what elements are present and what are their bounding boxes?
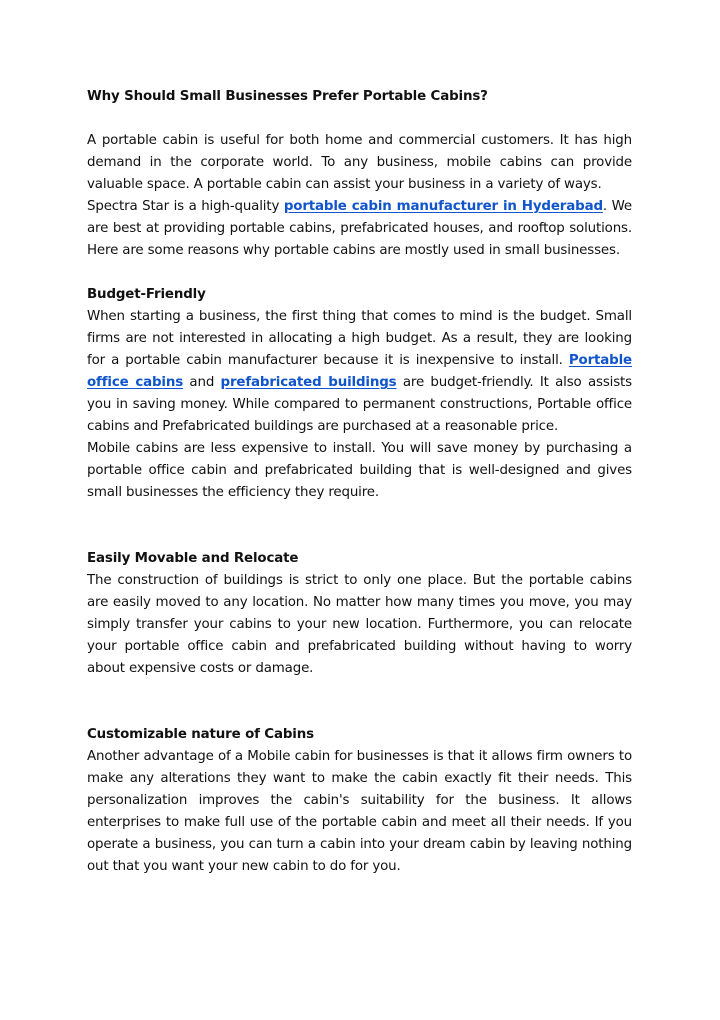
budget-heading: Budget-Friendly [87,287,206,302]
budget-text-mid: and [183,375,221,390]
portable-office-cabins-link[interactable]: Portable office cabins [87,353,632,390]
spacer [87,262,632,284]
movable-paragraph: The construction of buildings is strict to only one place. But the portable cabins are easily moved to any location. No matter how many times you move, you may simply transfer your cabins to your new location. Furthermore, you can relocate your portable office cabin and prefabricated building without having to worry about expensive costs or damage. [87,573,632,676]
customizable-paragraph: Another advantage of a Mobile cabin for businesses is that it allows firm owners to make any alterations they want to make the cabin exactly fit their needs. This personalization improves the cabin's suitability for the business. It allows enterprises to make full use of the portable cabin and meet all their needs. If you operate a business, you can turn a cabin into your dream cabin by leaving nothing out that you want your new cabin to do for you. [87,749,632,874]
document-page [87,86,632,878]
spacer [87,680,632,724]
prefabricated-buildings-link[interactable]: prefabricated buildings [220,375,397,390]
intro-company-paragraph [87,196,632,262]
portable-cabin-manufacturer-link[interactable]: portable cabin manufacturer in Hyderabad [283,199,603,214]
budget-text-start: When starting a business, the first thing that comes to mind is the budget. Small firms are not interested in allocating a high budget. As a result, they are looking for a portable cabin manufacturer because it is inexpensive to install. [87,309,632,368]
intro-paragraph: A portable cabin is useful for both home and commercial customers. It has high demand in the corporate world. To any business, mobile cabins can provide valuable space. A portable cabin can assist your business in a variety of ways. [87,133,632,192]
intro-company-text-end: . We are best at providing portable cabins, prefabricated houses, and rooftop solutions. Here are some reasons why portable cabins are mostly used in small businesses. [87,199,632,258]
intro-company-text-start: Spectra Star is a high-quality [87,199,284,214]
budget-paragraph-2: Mobile cabins are less expensive to install. You will save money by purchasing a portable office cabin and prefabricated building that is well-designed and gives small businesses the efficiency they require. [87,441,632,500]
spacer [87,504,632,548]
spacer [87,108,632,130]
customizable-heading: Customizable nature of Cabins [87,727,314,742]
document-title: Why Should Small Businesses Prefer Portable Cabins? [87,89,488,104]
budget-paragraph-1 [87,306,632,438]
movable-heading: Easily Movable and Relocate [87,551,299,566]
budget-text-end: are budget-friendly. It also assists you in saving money. While compared to permanent constructions, Portable office cabins and Prefabricated buildings are purchased at a reasonable price. [87,375,632,434]
